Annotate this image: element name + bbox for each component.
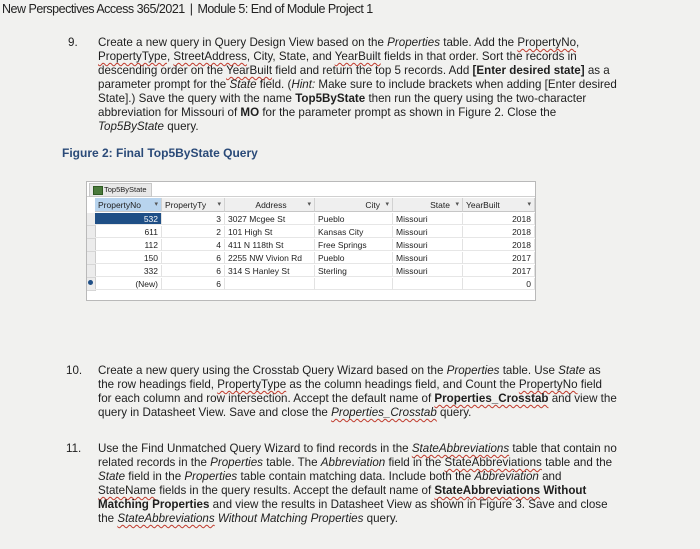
column-header-yearbuilt: YearBuilt ▾ <box>463 198 535 212</box>
course-title: New Perspectives Access 365/2021 <box>2 2 185 16</box>
cell-address[interactable]: 314 S Hanley St <box>225 265 315 277</box>
header-separator: | <box>189 2 193 16</box>
field-streetaddress: StreetAddress <box>173 50 247 63</box>
cell-address[interactable]: 2255 NW Vivion Rd <box>225 252 315 264</box>
chevron-down-icon: ▾ <box>385 201 389 208</box>
cell-propertytype[interactable]: 6 <box>162 252 225 264</box>
module-title: Module 5: End of Module Project 1 <box>197 2 373 16</box>
cell-address[interactable]: 3027 Mcgee St <box>225 213 315 225</box>
cell-city[interactable]: Free Springs <box>315 239 393 251</box>
new-record-icon <box>88 280 93 285</box>
cell-yearbuilt[interactable]: 0 <box>463 278 535 290</box>
cell-address[interactable]: 411 N 118th St <box>225 239 315 251</box>
cell-state[interactable]: Missouri <box>393 239 463 251</box>
query-tab <box>89 183 152 197</box>
cell-state[interactable]: Missouri <box>393 252 463 264</box>
query-icon <box>93 186 103 195</box>
cell-yearbuilt[interactable]: 2017 <box>463 265 535 277</box>
step-10-text: Create a new query using the Crosstab Query Wizard based on the Properties table. Use State as the row headings field, PropertyType as the column headings field, and Count the PropertyNo field for each column and row intersection. Accept the default name of Properties_Crosstab and view the query in Datasheet View. Save and close the Properties_Crosstab query. <box>98 364 617 419</box>
cell-city[interactable]: Kansas City <box>315 226 393 238</box>
cell-city[interactable]: Pueblo <box>315 213 393 225</box>
column-header-city: City ▾ <box>315 198 393 212</box>
cell-propertytype[interactable]: 2 <box>162 226 225 238</box>
step-11-number: 11. <box>66 442 82 455</box>
cell-yearbuilt[interactable]: 2018 <box>463 239 535 251</box>
cell-propertyno[interactable]: 532 <box>95 213 162 225</box>
query-tab-label: Top5ByState <box>104 185 147 194</box>
datasheet-figure <box>86 181 536 301</box>
figure-2-caption: Figure 2: Final Top5ByState Query <box>62 146 258 160</box>
step-10-number: 10. <box>66 364 83 377</box>
cell-address[interactable]: 101 High St <box>225 226 315 238</box>
cell-state[interactable]: Missouri <box>393 226 463 238</box>
column-header-address: Address ▾ <box>225 198 315 212</box>
chevron-down-icon: ▾ <box>307 201 311 208</box>
chevron-down-icon: ▾ <box>455 201 459 208</box>
cell-address[interactable] <box>225 278 315 290</box>
cell-yearbuilt[interactable]: 2018 <box>463 213 535 225</box>
step-9-text: Create a new query in Query Design View based on the Properties table. Add the PropertyNo, PropertyType, StreetAddress, City, State, and YearBuilt fields in that order. Sort the records in descending order on the YearBuilt field and return the top 5 records. Add [Enter desired state] as a parameter prompt for the State field. (Hint: Make sure to include brackets when adding [Enter desired State].) Save the query with the name Top5ByState then run the query using the two-character abbreviation for Missouri of MO for the parameter prompt as shown in Figure 2. Close the Top5ByState query. <box>98 36 617 133</box>
chevron-down-icon: ▾ <box>527 201 531 208</box>
cell-state[interactable] <box>393 278 463 290</box>
step-9-number: 9. <box>68 36 78 49</box>
chevron-down-icon: ▾ <box>154 201 158 208</box>
cell-state[interactable]: Missouri <box>393 213 463 225</box>
field-propertyno: PropertyNo <box>517 36 577 49</box>
cell-propertytype[interactable]: 6 <box>162 278 225 290</box>
step-11-text: Use the Find Unmatched Query Wizard to find records in the StateAbbreviations table that contain no related records in the Properties table. The Abbreviation field in the StateAbbreviations table and the State field in the Properties table contain matching data. Include both the Abbreviation and StateName fields in the query results. Accept the default name of StateAbbreviations Without Matching Properties and view the results in Datasheet View as shown in Figure 3. Save and close the StateAbbreviations Without Matching Properties query. <box>98 442 617 525</box>
cell-propertyno[interactable]: 332 <box>95 265 162 277</box>
cell-state[interactable]: Missouri <box>393 265 463 277</box>
column-header-propertyno: PropertyNo ▾ <box>95 198 162 212</box>
cell-propertyno[interactable]: 150 <box>95 252 162 264</box>
chevron-down-icon: ▾ <box>217 201 221 208</box>
field-propertytype: PropertyType <box>98 50 167 63</box>
column-header-state: State ▾ <box>393 198 463 212</box>
cell-propertytype[interactable]: 3 <box>162 213 225 225</box>
query-tab-bar <box>87 182 535 197</box>
cell-propertyno[interactable]: 112 <box>95 239 162 251</box>
cell-yearbuilt[interactable]: 2017 <box>463 252 535 264</box>
cell-city[interactable]: Pueblo <box>315 252 393 264</box>
document-header <box>0 2 700 22</box>
cell-city[interactable] <box>315 278 393 290</box>
cell-yearbuilt[interactable]: 2018 <box>463 226 535 238</box>
column-header-propertytype: PropertyTy ▾ <box>162 198 225 212</box>
cell-propertyno[interactable]: 611 <box>95 226 162 238</box>
cell-propertytype[interactable]: 6 <box>162 265 225 277</box>
cell-city[interactable]: Sterling <box>315 265 393 277</box>
cell-propertytype[interactable]: 4 <box>162 239 225 251</box>
cell-propertyno[interactable]: (New) <box>95 278 162 290</box>
field-yearbuilt: YearBuilt <box>334 50 381 63</box>
